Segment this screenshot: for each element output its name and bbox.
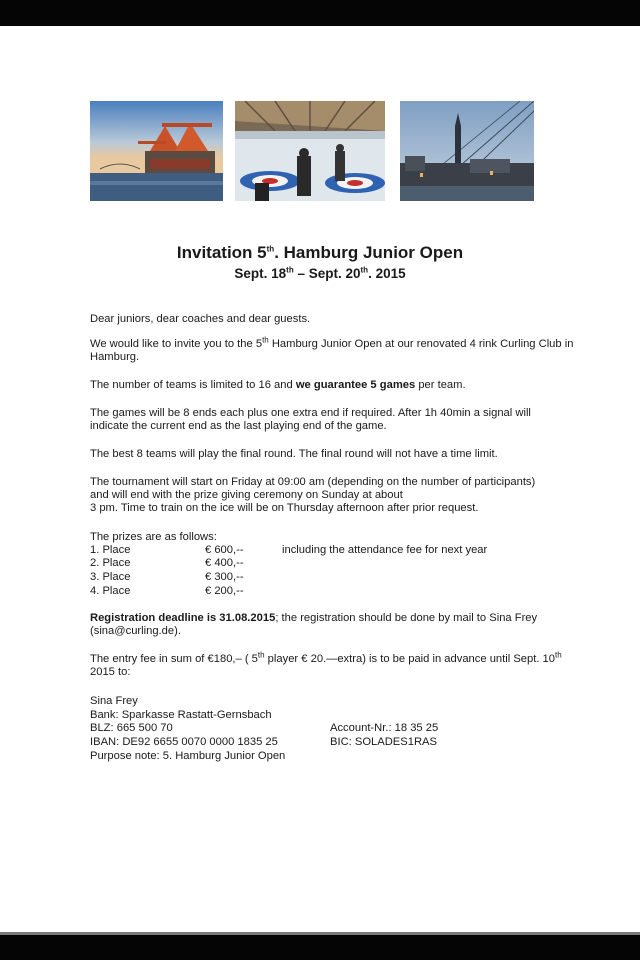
prize-place: 1. Place — [90, 544, 131, 556]
bank-iban: IBAN: DE92 6655 0070 0000 1835 25 — [90, 736, 278, 748]
hamburg-harbor-church-photo — [400, 101, 534, 201]
invite-paragraph: We would like to invite you to the 5th Hamburg Junior Open at our renovated 4 rink Curling Club in Hamburg. — [90, 335, 574, 363]
bank-bic: BIC: SOLADES1RAS — [330, 736, 437, 748]
final-round-paragraph: The best 8 teams will play the final round. The final round will not have a time limit. — [90, 448, 498, 460]
harbor-cranes-photo — [90, 101, 223, 201]
top-black-bar — [0, 0, 640, 26]
curling-rink-photo — [235, 101, 385, 201]
teams-paragraph: The number of teams is limited to 16 and we guarantee 5 games per team. — [90, 379, 466, 391]
bank-blz: BLZ: 665 500 70 — [90, 722, 173, 734]
bottom-black-bar — [0, 932, 640, 960]
bank-name: Bank: Sparkasse Rastatt-Gernsbach — [90, 709, 272, 721]
bank-recipient-name: Sina Frey — [90, 695, 138, 707]
bank-purpose-note: Purpose note: 5. Hamburg Junior Open — [90, 750, 286, 762]
prize-place: 3. Place — [90, 571, 131, 583]
prize-amount: € 600,-- — [205, 544, 244, 556]
event-dates: Sept. 18th – Sept. 20th. 2015 — [234, 265, 406, 281]
bank-account-number: Account-Nr.: 18 35 25 — [330, 722, 439, 734]
prize-amount: € 200,-- — [205, 585, 244, 597]
entry-fee-paragraph: The entry fee in sum of €180,– ( 5th player € 20.—extra) is to be paid in advance until Sept. 10th 2015 to: — [90, 650, 562, 678]
prize-place: 4. Place — [90, 585, 131, 597]
tournament-paragraph: The tournament will start on Friday at 09:00 am (depending on the number of participants) and will end with the prize giving ceremony on Sunday at about 3 pm. Time to train on the ice will be on Thursday afternoon after prior request. — [90, 476, 536, 514]
prize-amount: € 400,-- — [205, 557, 244, 569]
prize-amount: € 300,-- — [205, 571, 244, 583]
games-paragraph: The games will be 8 ends each plus one extra end if required. After 1h 40min a signal will indicate the current end as the last playing end of the game. — [90, 407, 531, 432]
invitation-title: Invitation 5th. Hamburg Junior Open — [176, 243, 464, 262]
prize-place: 2. Place — [90, 557, 131, 569]
prizes-intro: The prizes are as follows: — [90, 531, 217, 543]
prize-note: including the attendance fee for next year — [282, 544, 488, 556]
greeting-paragraph: Dear juniors, dear coaches and dear guests. — [90, 313, 311, 325]
registration-paragraph: Registration deadline is 31.08.2015; the registration should be done by mail to Sina Frey (sina@curling.de). — [90, 612, 538, 637]
